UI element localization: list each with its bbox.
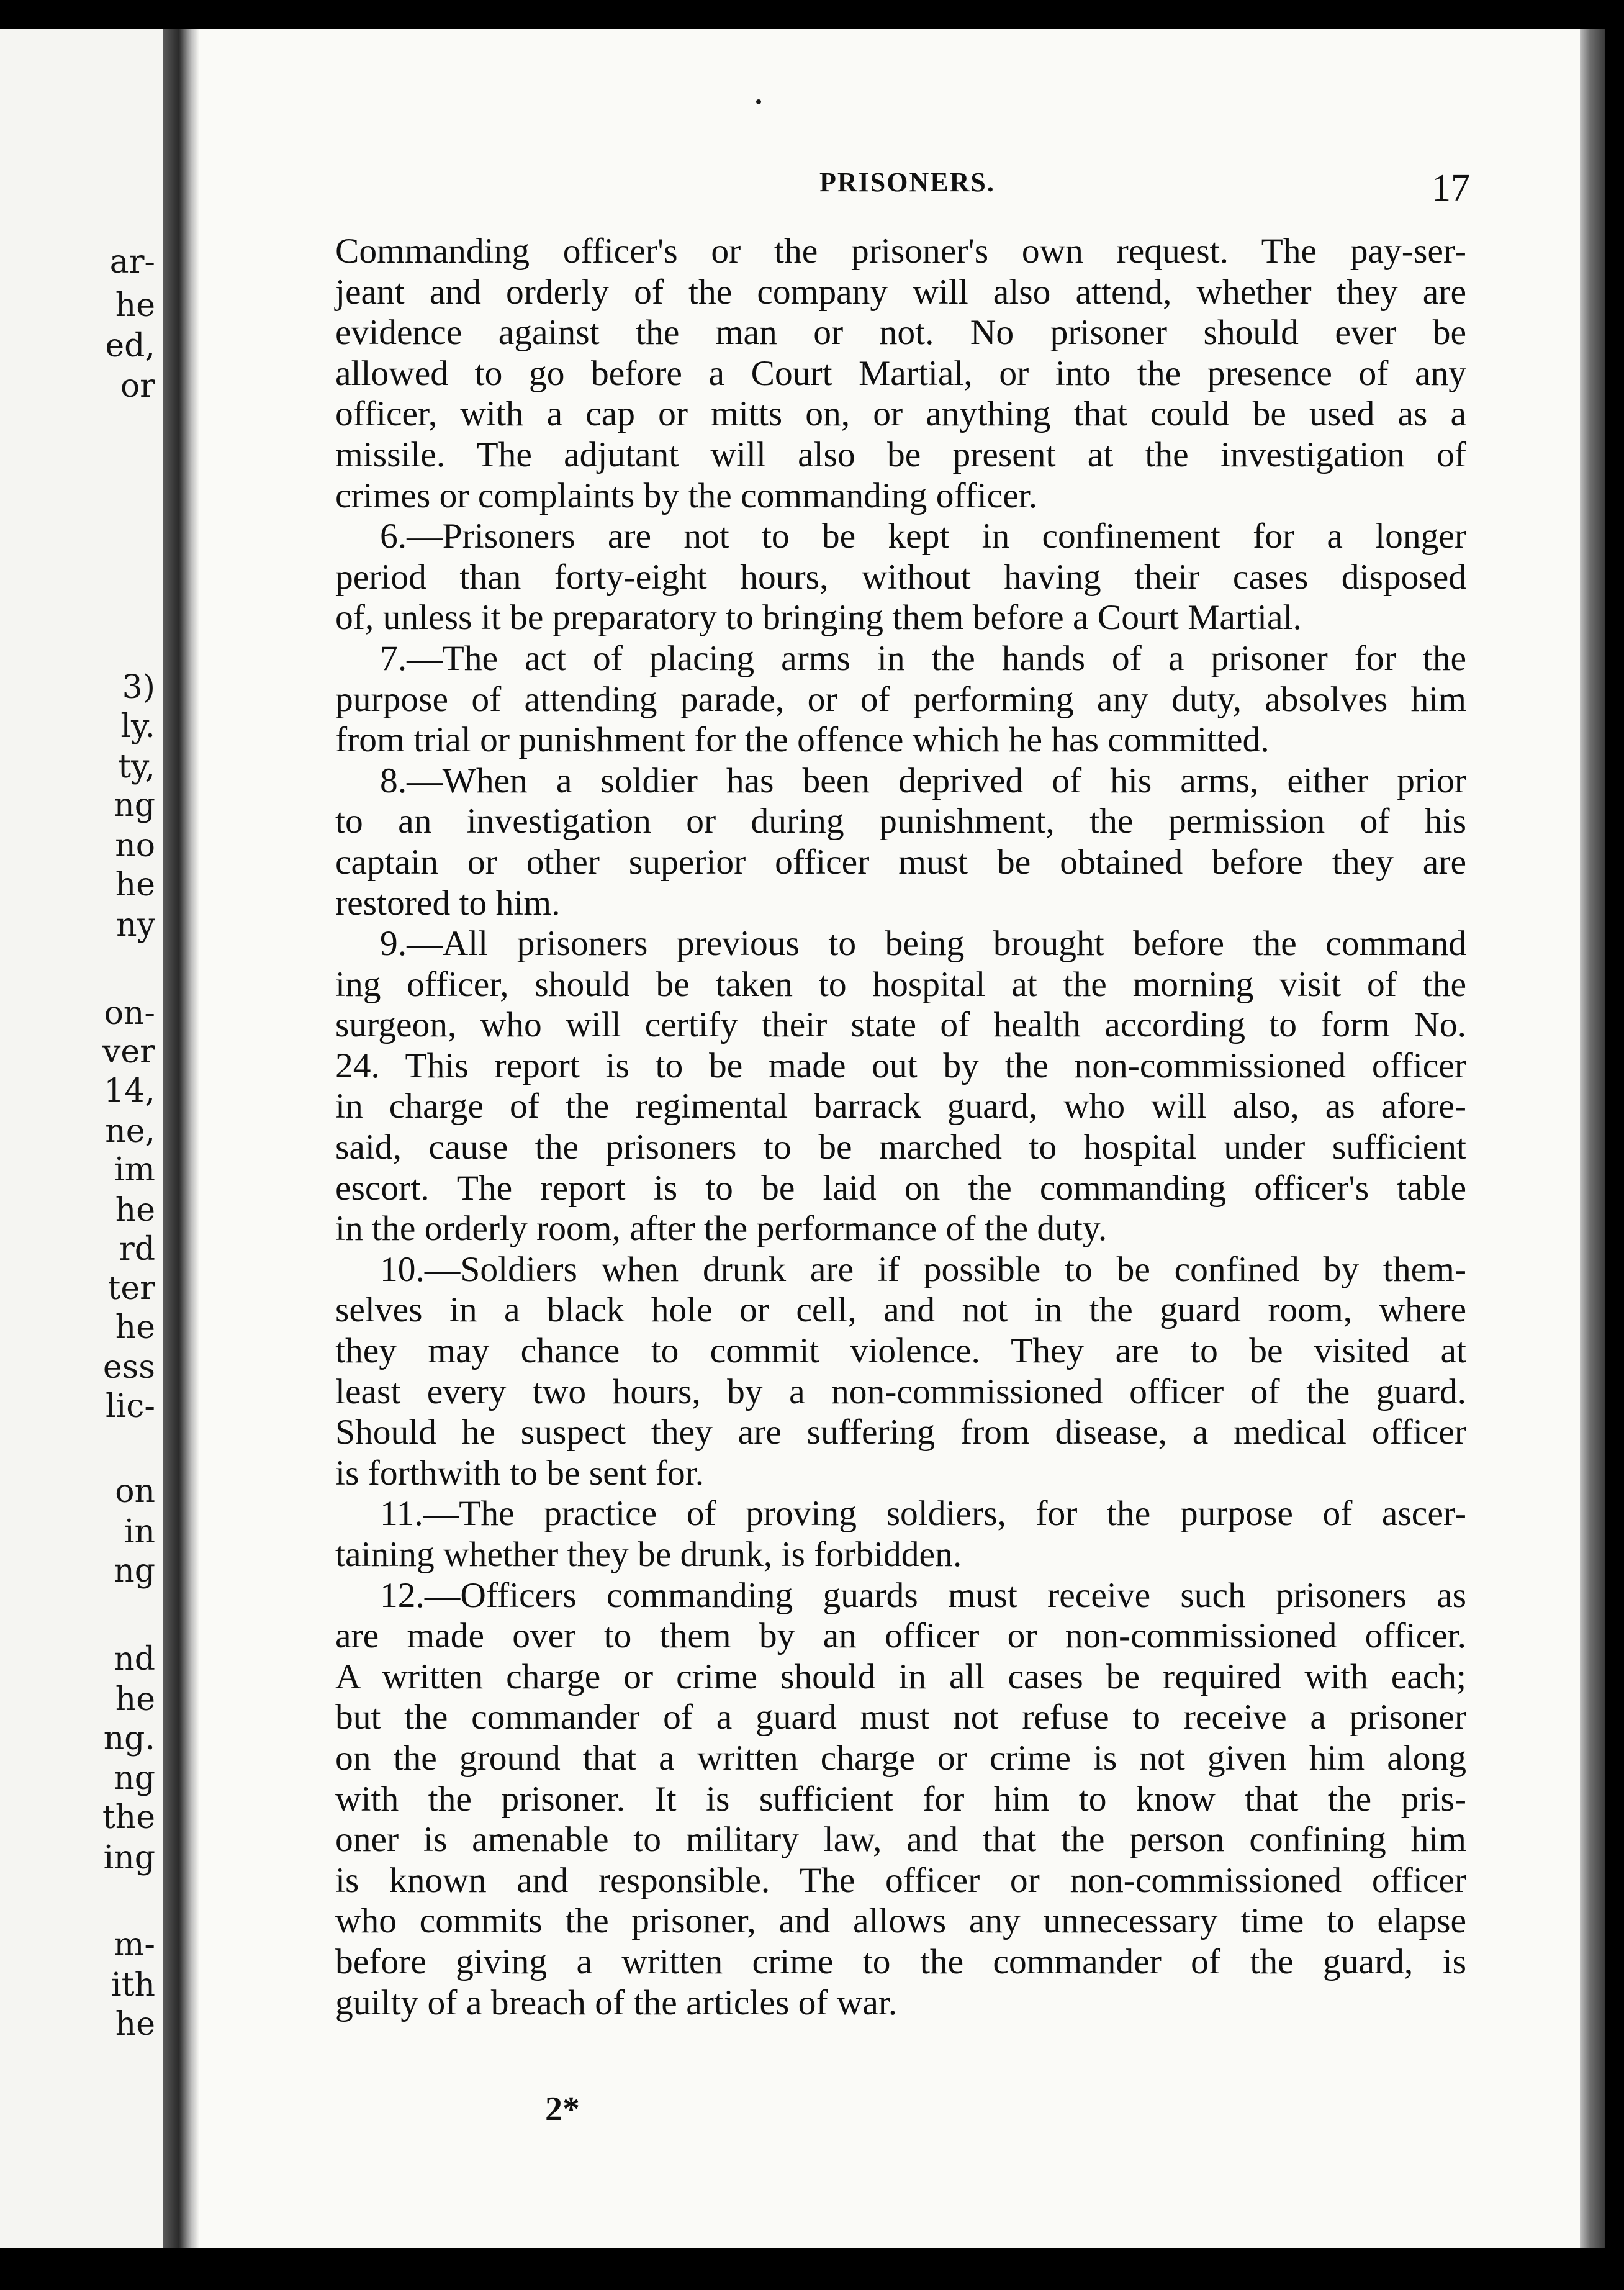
text-line: ing officer, should be taken to hospital at the morning visit of the [335, 964, 1466, 1004]
book-gutter [163, 29, 199, 2248]
text-line: 9.—All prisoners previous to being brought before the command [380, 924, 1466, 964]
text-line: are made over to them by an officer or non-commissioned officer. [335, 1616, 1466, 1656]
text-line: least every two hours, by a non-commissioned officer of the guard. [335, 1372, 1466, 1411]
running-head: PRISONERS. [819, 167, 995, 197]
left-page-fragment: he [115, 2006, 155, 2043]
paragraph-7 [335, 638, 1466, 761]
text-line: surgeon, who will certify their state of health according to form No. [335, 1005, 1466, 1045]
paragraph-8 [335, 761, 1466, 923]
text-line: evidence against the man or not. No prisoner should ever be [335, 313, 1466, 353]
paragraph-12 [335, 1575, 1466, 2024]
left-page-fragment: ar- [109, 243, 155, 281]
text-line: selves in a black hole or cell, and not in the guard room, where [335, 1290, 1466, 1330]
left-page-fragment: or [120, 368, 155, 405]
paragraph-10 [335, 1249, 1466, 1494]
left-page-fragment: nd [114, 1641, 155, 1678]
left-page-fragment: ing [103, 1839, 155, 1876]
text-line: period than forty-eight hours, without having their cases disposed [335, 557, 1466, 597]
left-page-fragment: ver [102, 1033, 155, 1070]
text-line: crimes or complaints by the commanding officer. [335, 476, 1038, 515]
left-page-fragment: ty, [118, 748, 155, 785]
left-page-fragment: 14, [104, 1072, 155, 1110]
page-edge-shadow [1580, 29, 1605, 2248]
text-line: with the prisoner. It is sufficient for him to know that the pris- [335, 1779, 1466, 1819]
left-page-fragment: ne, [105, 1113, 155, 1150]
text-line: Should he suspect they are suffering from disease, a medical officer [335, 1413, 1466, 1452]
text-line: oner is amenable to military law, and that the person confining him [335, 1820, 1466, 1860]
left-page-fragment: im [114, 1151, 155, 1188]
left-page-fragment: in [124, 1513, 155, 1550]
left-page-fragment: m- [114, 1926, 155, 1963]
left-page-fragment: ng [114, 1552, 155, 1590]
text-line: jeant and orderly of the company will also attend, whether they are [335, 272, 1466, 312]
left-page-edge [0, 29, 163, 2248]
text-line: 7.—The act of placing arms in the hands of a prisoner for the [380, 638, 1466, 678]
left-page-fragment: 3) [122, 669, 155, 706]
text-line: on the ground that a written charge or crime is not given him along [335, 1738, 1466, 1778]
left-page-fragment: the [102, 1799, 155, 1836]
text-line: Commanding officer's or the prisoner's own request. The pay-ser- [335, 232, 1466, 271]
text-line: to an investigation or during punishment, the permission of his [335, 802, 1466, 841]
text-line: is known and responsible. The officer or non-commissioned officer [335, 1860, 1466, 1900]
page-number: 17 [1432, 167, 1470, 209]
text-line: 6.—Prisoners are not to be kept in confinement for a longer [380, 517, 1466, 556]
left-page-fragment: on- [104, 995, 155, 1032]
left-page-fragment: ess [102, 1349, 155, 1386]
paragraph-6 [335, 516, 1466, 638]
text-line: said, cause the prisoners to be marched to hospital under sufficient [335, 1128, 1466, 1167]
print-speck [756, 99, 761, 104]
left-page-fragment: ith [111, 1966, 155, 2004]
left-page-fragment: he [115, 1192, 155, 1229]
text-line: captain or other superior officer must be obtained before they are [335, 842, 1466, 882]
signature-mark: 2* [545, 2090, 580, 2129]
text-line: in the orderly room, after the performance of the duty. [335, 1209, 1107, 1249]
paragraph-continuation [335, 231, 1466, 516]
text-line: from trial or punishment for the offence which he has committed. [335, 720, 1270, 760]
page-body [335, 231, 1466, 2023]
text-line: 12.—Officers commanding guards must receive such prisoners as [380, 1575, 1466, 1615]
left-page-fragment: ng [114, 787, 155, 824]
text-line: who commits the prisoner, and allows any unnecessary time to elapse [335, 1901, 1466, 1941]
text-line: missile. The adjutant will also be present at the investigation of [335, 435, 1466, 474]
text-line: restored to him. [335, 883, 561, 923]
left-page-fragment: on [115, 1473, 155, 1510]
left-page-fragment: ny [116, 907, 155, 944]
left-page-fragment: ng. [103, 1720, 155, 1757]
text-line: 11.—The practice of proving soldiers, for the purpose of ascer- [380, 1494, 1466, 1534]
text-line: in charge of the regimental barrack guard, who will also, as afore- [335, 1087, 1466, 1126]
left-page-fragment: he [115, 1681, 155, 1718]
text-line: before giving a written crime to the commander of the guard, is [335, 1942, 1466, 1981]
left-page-fragment: he [115, 1309, 155, 1346]
left-page-fragment: ed, [105, 327, 155, 364]
left-page-fragment: lic- [106, 1388, 155, 1425]
left-page-fragments [0, 29, 163, 2248]
text-line: but the commander of a guard must not refuse to receive a prisoner [335, 1698, 1466, 1737]
text-line: A written charge or crime should in all cases be required with each; [335, 1657, 1466, 1696]
left-page-fragment: ly. [120, 708, 155, 745]
text-line: of, unless it be preparatory to bringing them before a Court Martial. [335, 598, 1302, 638]
paragraph-11 [335, 1493, 1466, 1575]
text-line: 8.—When a soldier has been deprived of his arms, either prior [380, 761, 1466, 800]
left-page-fragment: he [115, 866, 155, 903]
text-line: 24. This report is to be made out by the non-commissioned officer [335, 1046, 1466, 1085]
text-line: escort. The report is to be laid on the commanding officer's table [335, 1168, 1466, 1208]
left-page-fragment: he [115, 287, 155, 324]
text-line: is forthwith to be sent for. [335, 1453, 705, 1493]
left-page-fragment: ter [107, 1270, 155, 1307]
text-line: purpose of attending parade, or of performing any duty, absolves him [335, 679, 1466, 719]
paragraph-9 [335, 923, 1466, 1249]
left-page-fragment: no [115, 827, 155, 864]
text-line: 10.—Soldiers when drunk are if possible to be confined by them- [380, 1249, 1466, 1289]
text-line: officer, with a cap or mitts on, or anything that could be used as a [335, 394, 1466, 434]
text-line: they may chance to commit violence. They are to be visited at [335, 1331, 1466, 1371]
text-line: taining whether they be drunk, is forbidden. [335, 1535, 962, 1574]
text-line: allowed to go before a Court Martial, or into the presence of any [335, 353, 1466, 393]
left-page-fragment: rd [119, 1231, 155, 1268]
left-page-fragment: ng [114, 1760, 155, 1797]
text-line: guilty of a breach of the articles of war. [335, 1983, 898, 2022]
